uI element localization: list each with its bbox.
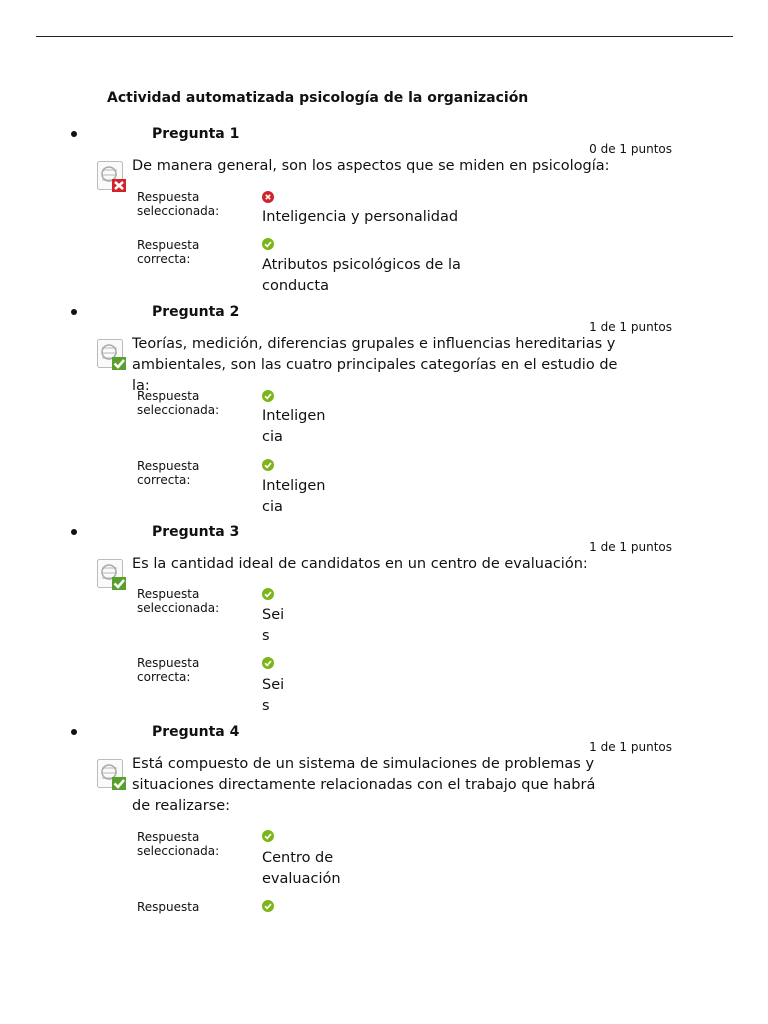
- correct-icon: [262, 900, 274, 912]
- question-text: Está compuesto de un sistema de simulaciones de problemas y situaciones directamente relacionadas con el trabajo que habrá de realizarse:: [132, 756, 596, 814]
- question-correct-icon: [96, 337, 130, 371]
- question-heading: Pregunta 1: [152, 126, 240, 142]
- question-score: 1 de 1 puntos: [589, 740, 672, 754]
- question-correct-icon: [96, 757, 130, 791]
- question-text: Es la cantidad ideal de candidatos en un centro de evaluación:: [132, 556, 588, 572]
- bullet: [71, 131, 77, 137]
- question-score: 1 de 1 puntos: [589, 320, 672, 334]
- question-correct-icon: [96, 557, 130, 591]
- question-score: 1 de 1 puntos: [589, 540, 672, 554]
- question-text: De manera general, son los aspectos que se miden en psicología:: [132, 158, 610, 174]
- correct-icon: [262, 588, 274, 600]
- correct-icon: [262, 238, 274, 250]
- page-title: Actividad automatizada psicología de la organización: [107, 90, 529, 106]
- bullet: [71, 729, 77, 735]
- correct-answer-label: Respuesta correcta:: [137, 459, 200, 487]
- question-text: Teorías, medición, diferencias grupales e influencias hereditarias y ambientales, son las cuatro principales categorías en el estudio de la:: [132, 336, 618, 394]
- correct-answer-text: Seis: [262, 677, 285, 714]
- selected-answer-label: Respuesta seleccionada:: [137, 830, 220, 858]
- correct-answer-label: Respuesta correcta:: [137, 656, 200, 684]
- selected-answer-label: Respuesta seleccionada:: [137, 587, 220, 615]
- correct-answer-label: Respuesta: [137, 900, 200, 914]
- correct-answer-text: Inteligencia: [262, 478, 326, 515]
- selected-answer-text: Seis: [262, 607, 285, 644]
- question-heading: Pregunta 4: [152, 724, 240, 740]
- question-heading: Pregunta 2: [152, 304, 240, 320]
- question-score: 0 de 1 puntos: [589, 142, 672, 156]
- selected-answer-text: Inteligencia: [262, 408, 326, 445]
- correct-icon: [262, 657, 274, 669]
- selected-answer-label: Respuesta seleccionada:: [137, 389, 220, 417]
- correct-icon: [262, 390, 274, 402]
- selected-answer-text: Inteligencia y personalidad: [262, 209, 459, 225]
- correct-icon: [262, 830, 274, 842]
- correct-icon: [262, 459, 274, 471]
- selected-answer-text: Centro de evaluación: [262, 850, 341, 887]
- incorrect-icon: [262, 191, 274, 203]
- correct-answer-text: Atributos psicológicos de la conducta: [262, 257, 461, 294]
- question-heading: Pregunta 3: [152, 524, 240, 540]
- question-incorrect-icon: [96, 159, 130, 193]
- bullet: [71, 309, 77, 315]
- correct-answer-label: Respuesta correcta:: [137, 238, 200, 266]
- top-divider: [36, 36, 733, 37]
- bullet: [71, 529, 77, 535]
- selected-answer-label: Respuesta seleccionada:: [137, 190, 220, 218]
